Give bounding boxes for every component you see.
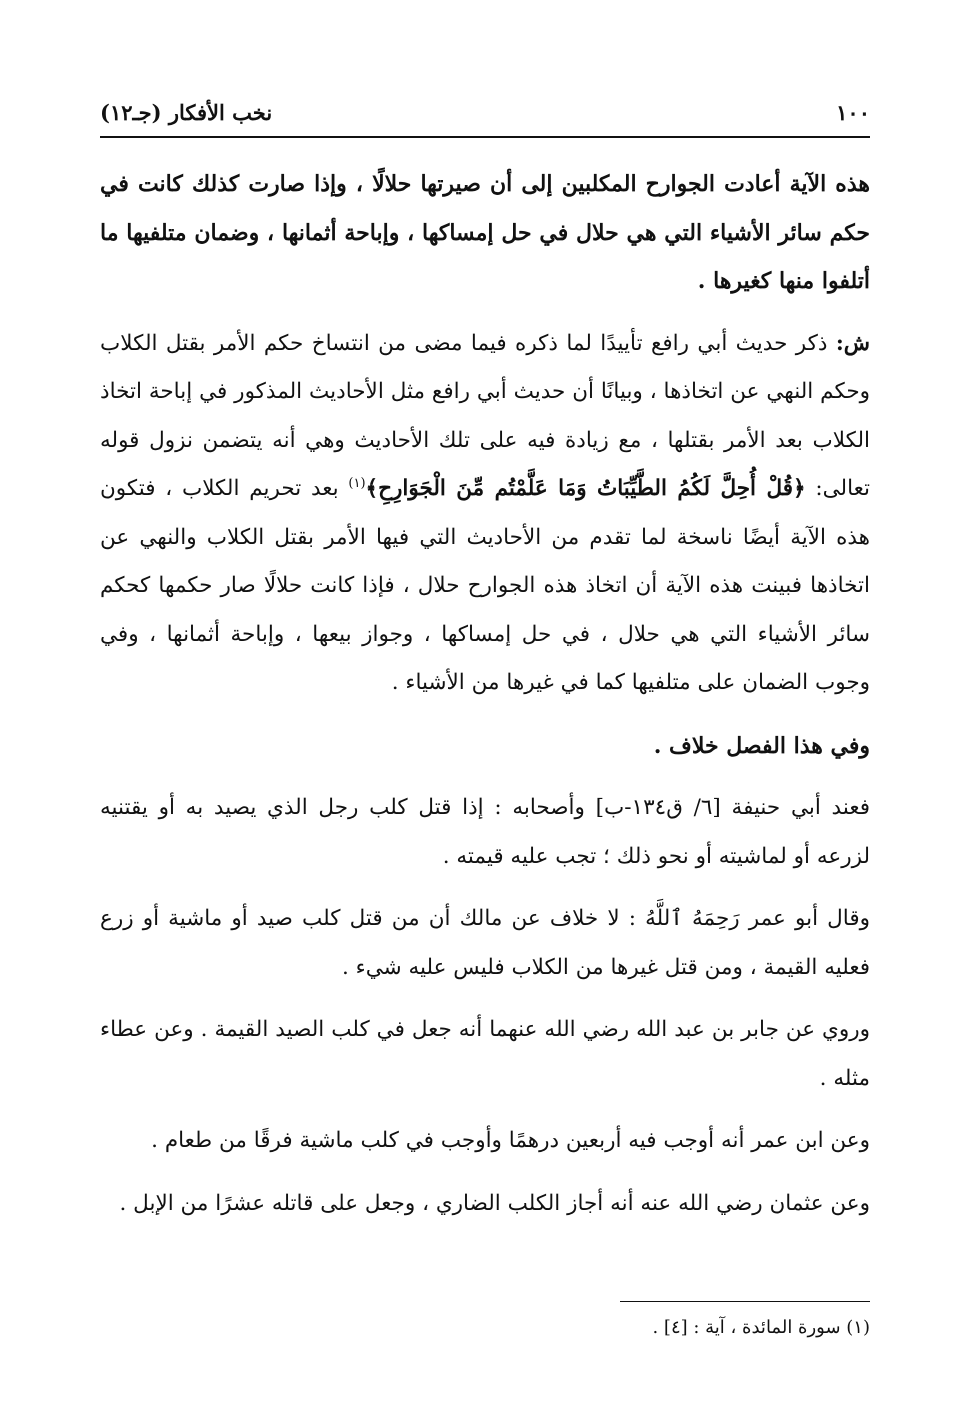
book-title: نخب الأفكار (جـ١٢)	[100, 99, 273, 125]
paragraph-2-text-b: بعد تحريم الكلاب ، فتكون هذه الآية أيضًا ناسخة لما تقدم من الأحاديث التي فيها الأمر بقتل الكلاب والنهي عن اتخاذها فبينت هذه الآية أن اتخاذ هذه الجوارح حلال ، فإذا كانت حلالًا صار حكمها كحكم سائر الأشياء التي هي حلال ، في حل إمساكها ، وجواز بيعها ، وإباحة أثمانها ، وفي وجوب الضمان على متلفيها كما في غيرها من الأشياء .	[100, 476, 870, 695]
footnote-divider	[620, 1301, 870, 1302]
paragraph-2-text-a: ذكر حديث أبي رافع تأييدًا لما ذكره فيما مضى من انتساخ حكم الأمر بقتل الكلاب وحكم النهي عن اتخاذها ، وبيانًا أن حديث أبي رافع مثل الأحاديث المذكور في إباحة اتخاذ الكلاب بعد الأمر بقتلها ، مع زيادة فيه على تلك الأحاديث وهي أنه يتضمن نزول قوله تعالى:	[100, 330, 870, 501]
paragraph-7: وعن ابن عمر أنه أوجب فيه أربعين درهمًا وأوجب في كلب ماشية فرقًا من طعام .	[151, 1128, 870, 1153]
page-header	[100, 92, 870, 132]
paragraph-8: وعن عثمان رضي الله عنه أنه أجاز الكلب الضاري ، وجعل على قاتله عشرًا من الإبل .	[119, 1190, 870, 1216]
main-text	[100, 160, 870, 1242]
footnote-marker[interactable]: (١)	[348, 475, 366, 491]
commentary-marker: ش:	[835, 330, 870, 356]
page-number: ١٠٠	[836, 99, 870, 125]
paragraph-5: وقال أبو عمر رَحِمَهُ ٱللَّهُ : لا خلاف عن مالك أن من قتل كلب صيد أو ماشية أو زرع فعليه القيمة ، ومن قتل غيرها من الكلاب فليس عليه شيء .	[100, 906, 870, 980]
paragraph-2	[100, 320, 870, 708]
paragraph-6: وروي عن جابر بن عبد الله رضي الله عنهما أنه جعل في كلب الصيد القيمة . وعن عطاء مثله .	[100, 1017, 870, 1091]
paragraph-1: هذه الآية أعادت الجوارح المكلبين إلى أن صيرتها حلالًا ، وإذا صارت كذلك كانت في حكم سائر الأشياء التي هي حلال في حل إمساكها ، وإباحة أثمانها ، وضمان متلفيها ما أتلفوا منها كغيرها .	[100, 171, 870, 294]
section-heading: وفي هذا الفصل خلاف .	[653, 732, 870, 759]
paragraph-4: فعند أبي حنيفة [٦/ ق١٣٤-ب] وأصحابه : إذا قتل كلب رجل الذي يصيد به أو يقتنيه لزرعه أو لماشيته أو نحو ذلك ؛ تجب عليه قيمته .	[100, 795, 870, 869]
quran-verse: ﴿قُلْ أُحِلَّ لَكُمُ الطَّيِّبَاتُ وَمَا عَلَّمْتُم مِّنَ الْجَوَارِحِ﴾	[365, 476, 806, 501]
footnote: (١) سورة المائدة ، آية : [٤] .	[652, 1317, 870, 1338]
header-divider	[100, 136, 870, 138]
